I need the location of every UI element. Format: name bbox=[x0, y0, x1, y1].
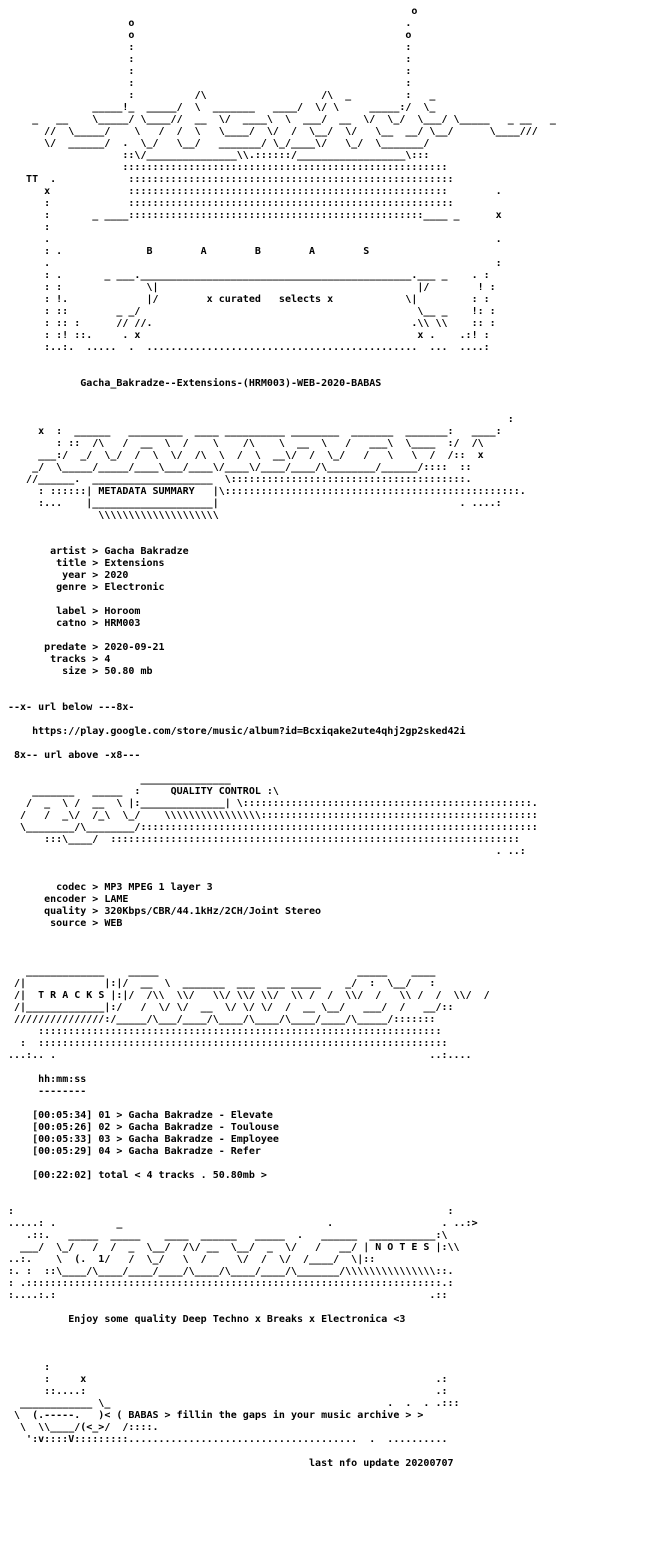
metadata-row-title: title > Extensions bbox=[8, 558, 165, 569]
title-value: Extensions bbox=[104, 558, 165, 569]
url-above-marker: 8x-- url above -x8--- bbox=[8, 750, 141, 761]
notes-art-line: : .:::::::::::::::::::::::::::::::::::::::::::::::::::::::::::::::::::::.: bbox=[8, 1278, 454, 1289]
quality-row-quality: quality > 320Kbps/CBR/44.1kHz/2CH/Joint Stereo bbox=[8, 906, 322, 917]
metadata-row-catno: catno > HRM003 bbox=[8, 618, 141, 629]
predate-value: 2020-09-21 bbox=[104, 642, 165, 653]
footer-art-line: ____________ \_ . . . .::: bbox=[8, 1398, 460, 1409]
notes-art-line: :. : ::\____/\____/____/____/\____/\____/____/\_______/\\\\\\\\\\\\\\\::. bbox=[8, 1266, 454, 1277]
metadata-art-line: : :: /\ / __ \ / \ /\ \ __ \ / ___\ \____ :/ /\ bbox=[8, 438, 484, 449]
header-art-line: : bbox=[8, 222, 51, 233]
quality-art-line: / / _\/ /_\ \_/ \\\\\\\\\\\\\\\\:::::::::::::::::::::::::::::::::::::::::::::: bbox=[8, 810, 538, 821]
header-art-line: : : bbox=[8, 66, 412, 77]
header-art-line: ::\/_______________\\.::::::/__________________\::: bbox=[8, 150, 430, 161]
year-value: 2020 bbox=[104, 570, 129, 581]
header-art-line: :..:. ..... . ............................................. ... ....: bbox=[8, 342, 490, 353]
quality-row-source: source > WEB bbox=[8, 918, 123, 929]
header-art-line: :::::::::::::::::::::::::::::::::::::::::::::::::::::: bbox=[8, 162, 448, 173]
metadata-summary-heading: METADATA SUMMARY bbox=[98, 486, 195, 497]
source-value: WEB bbox=[104, 918, 123, 929]
quality-art-line: \________/\________/:::::::::::::::::::::::::::::::::::::::::::::::::::::::::::::::::: bbox=[8, 822, 538, 833]
header-art-line: : : bbox=[8, 54, 412, 65]
tracklist-total: [00:22:02] total < 4 tracks . 50.80mb > bbox=[32, 1170, 267, 1181]
nfo-document: o o . o o : : : : : : : : : /\ /\ _ : _ _____!_ _____/ \ _______ ____/ \/ \ _____:/ \_ _ __ \_____/ \____// __ \/ ____\ \ ___/ __ \/ \_/ \___/ \_____ _ __ _ // \_____/ \ / / \ \____/ \/ / \__/ \/ \__ __/ \__/ \____/// \/ ______/ . \_/ \__/ _______/ \_/____\/ \_/ \_______/ ::\/_______________\\.::::::/__________________\::: :::::::::::::::::::::::::::::::::::::::::::::::::::::: TT . :::::::::::::::::::::::::::::::::::::::::::::::::::::: x ::::::::::::::::::::::::::::::::::::::::::::::::::::: . : :::::::::::::::::::::::::::::::::::::::::::::::::::::: : _ ____:::::::::::::::::::::::::::::::::::::::::::::::::____ _ x : . . : . B A B A S . : : . _ ___._____________________________________________.___ _ . : : : \| |/ ! : : !. |/ x curated selects x \| : : : :: _ _/ \__ _ !: : : :: : // //. .\\ \\ :: : : :! ::. . x x . .:! : :..:. ..... . ............................................. ... ....: Gacha_Bakradze--Extensions-(HRM003)-WEB-2020-BABAS : x : ______ _________ ____ __________ ________ _______ _______: ____: : :: /\ / __ \ / \ /\ \ __ \ / ___\ \____ :/ /\ ___:/ _/ \_/ / \ \/ /\ \ / \ __\/ / \_/ / \ \ / /:: x _/ \_____/_____/____\___/____\/____\/____/____/\________/______/:::: :: //______. ____________________ \:::::::::::::::::::::::::::::::::::::::. : ::::::| METADATA SUMMARY |\:::::::::::::::::::::::::::::::::::::::::::::::::. :... |____________________| . ....: \\\\\\\\\\\\\\\\\\\\ artist > Gacha Bakradze title > Extensions year > 2020 genre > Electronic label > Horoom catno > HRM003 predate > 2020-09-21 tracks > 4 size > 50.80 mb --x- url below ---8x- https://play.google.com/store/music/album?id=Bcxiqake2ute4qhj2gp2sked42i 8x-- url above -x8--- _______________ _______ _____ : QUALITY CONTROL :\ / _ \ / __ \ |:______________| \::::::::::::::::::::::::::::::::::::::::::::::::. / / _\/ /_\ \_/ \\\\\\\\\\\\\\\\:::::::::::::::::::::::::::::::::::::::::::::: \________/\________/:::::::::::::::::::::::::::::::::::::::::::::::::::::::::::::::::: :::\____/ :::::::::::::::::::::::::::::::::::::::::::::::::::::::::::::::::::: . ..: codec > MP3 MPEG 1 layer 3 encoder > LAME quality > 320Kbps/CBR/44.1kHz/2CH/Joint Stereo source > WEB _____________ _____ _____ ____ /| |:|/ __ \ _______ ___ ___ _____ _/ : \__/ : /| T R A C K S |:|/ /\\ \\/ \\/ \\/ \\/ \\ / / \\/ / \\ / / \\/ / /|_____________|:/ / \/ \/ __ \/ \/ \/ / __ \__/ ___/ / __/:: ///////////////:/_____/\___/____/\____/\____/\____/____/\_____/::::::: ::::::::::::::::::::::::::::::::::::::::::::::::::::::::::::::::::: : :::::::::::::::::::::::::::::::::::::::::::::::::::::::::::::::::::: ...:.. . ..:.... hh:mm:ss -------- [00:05:34] 01 > Gacha Bakradze - Elevate [00:05:26] 02 > Gacha Bakradze - Toulouse [00:05:33] 03 > Gacha Bakradze - Employee [00:05:29] 04 > Gacha Bakradze - Refer [00:22:02] total < 4 tracks . 50.80mb > : : .....: . _ . . ..:> .::. _____ _____ ____ ______ _____ . ______ ___________:\ ___/ \_/ / / _ \__/ /\/ __ \__/ _ \/ / __/ | N O T E S |:\\ ..:. \ (. 1/ / \_/ \ / \/ / \/ /____/ \|:: :. : ::\____/\____/____/____/\____/\____/____/\_______/\\\\\\\\\\\\\\\::. : .:::::::::::::::::::::::::::::::::::::::::::::::::::::::::::::::::::::.: :....:.: .:: Enjoy some quality Deep Techno x Breaks x Electronica <3 : : x .: ::....: .: ____________ \_ . . . .::: \ (.-----. )< ( BABAS > fillin the gaps in your music archive > > \ \\____/(<_>/ /::::. ':v::::V:::::::::...................................... . .......... last nfo update 20200707 bbox=[8, 6, 556, 1469]
codec-value: MP3 MPEG 1 layer 3 bbox=[104, 882, 213, 893]
metadata-art-line: :... |____________________| . ....: bbox=[8, 498, 502, 509]
quality-art-line: / _ \ / __ \ |:______________| \::::::::::::::::::::::::::::::::::::::::::::::::. bbox=[8, 798, 538, 809]
metadata-art-line: x : ______ _________ ____ __________ ________ _______ _______: ____: bbox=[8, 426, 502, 437]
header-art-line: : : bbox=[8, 42, 412, 53]
notes-art-line: : : bbox=[8, 1206, 454, 1217]
header-art-line: : . _ ___._____________________________________________.___ _ . : bbox=[8, 270, 490, 281]
metadata-row-predate: predate > 2020-09-21 bbox=[8, 642, 165, 653]
time-format-header: hh:mm:ss bbox=[38, 1074, 87, 1085]
notes-text: Enjoy some quality Deep Techno x Breaks x Electronica <3 bbox=[68, 1314, 406, 1325]
header-art-line: : . B A B A S bbox=[8, 246, 370, 257]
header-art-line: o bbox=[8, 6, 418, 17]
metadata-row-artist: artist > Gacha Bakradze bbox=[8, 546, 189, 557]
metadata-row-size: size > 50.80 mb bbox=[8, 666, 153, 677]
metadata-row-label: label > Horoom bbox=[8, 606, 141, 617]
notes-heading: N O T E S bbox=[375, 1242, 430, 1253]
notes-art-line: .....: . _ . . ..:> bbox=[8, 1218, 478, 1229]
header-art-line: _____!_ _____/ \ _______ ____/ \/ \ _____:/ \_ bbox=[8, 102, 436, 113]
quality-art-right: :\ bbox=[266, 786, 279, 797]
tracks-art-line: /| |:|/ __ \ _______ ___ ___ _____ _/ : \__/ : bbox=[8, 978, 436, 989]
header-art-line: . . bbox=[8, 234, 502, 245]
time-format-rule: -------- bbox=[38, 1086, 87, 1097]
quality-art-line: :::\____/ :::::::::::::::::::::::::::::::::::::::::::::::::::::::::::::::::::: bbox=[8, 834, 520, 845]
notes-art-line: .::. _____ _____ ____ ______ _____ . ______ ___________:\ bbox=[8, 1230, 448, 1241]
header-art-line: : :::::::::::::::::::::::::::::::::::::::::::::::::::::: bbox=[8, 198, 454, 209]
notes-art-line: ..:. \ (. 1/ / \_/ \ / \/ / \/ /____/ \|:: bbox=[8, 1254, 376, 1265]
label-value: Horoom bbox=[104, 606, 141, 617]
header-art-line: : :: _ _/ \__ _ !: : bbox=[8, 306, 496, 317]
album-url-link[interactable]: https://play.google.com/store/music/album?id=Bcxiqake2ute4qhj2gp2sked42i bbox=[32, 726, 466, 737]
header-art-line: : :: : // //. .\\ \\ :: : bbox=[8, 318, 496, 329]
header-art-line: \/ ______/ . \_/ \__/ _______/ \_/____\/ \_/ \_______/ bbox=[8, 138, 466, 149]
header-art-line: : : bbox=[8, 78, 412, 89]
footer-art-line: ::....: .: bbox=[8, 1386, 448, 1397]
header-art-line: // \_____/ \ / / \ \____/ \/ / \__/ \/ \__ __/ \__/ \____/// bbox=[8, 126, 538, 137]
footer-slogan: \ (.-----. )< ( BABAS > fillin the gaps in your music archive > > bbox=[8, 1410, 424, 1421]
footer-art-line: : bbox=[8, 1362, 51, 1373]
quality-row-codec: codec > MP3 MPEG 1 layer 3 bbox=[8, 882, 213, 893]
tracks-art-line: /|_____________|:/ / \/ \/ __ \/ \/ \/ / __ \__/ ___/ / __/:: bbox=[8, 1002, 454, 1013]
tracks-art-line: ...:.. . ..:.... bbox=[8, 1050, 472, 1061]
quality-art-line: . ..: bbox=[8, 846, 526, 857]
tracks-art-line: _____________ _____ _____ ____ bbox=[8, 966, 436, 977]
quality-art-left: _______ _____ : bbox=[8, 786, 141, 797]
header-art-line: : !. |/ x curated selects x \| : : bbox=[8, 294, 490, 305]
notes-art-left: ___/ \_/ / / _ \__/ /\/ __ \__/ _ \/ / __/ | bbox=[8, 1242, 370, 1253]
artist-value: Gacha Bakradze bbox=[104, 546, 189, 557]
header-art-line: o . bbox=[8, 18, 412, 29]
header-art-line: : _ ____:::::::::::::::::::::::::::::::::::::::::::::::::____ _ x bbox=[8, 210, 502, 221]
release-title: Gacha_Bakradze--Extensions-(HRM003)-WEB-2020-BABAS bbox=[80, 378, 382, 389]
metadata-art-line: : bbox=[8, 414, 514, 425]
metadata-art-left: : ::::::| bbox=[8, 486, 93, 497]
tracks-art-line: : :::::::::::::::::::::::::::::::::::::::::::::::::::::::::::::::::::: bbox=[8, 1038, 448, 1049]
header-art-line: o o bbox=[8, 30, 412, 41]
metadata-row-tracks: tracks > 4 bbox=[8, 654, 111, 665]
metadata-art-line: //______. ____________________ \:::::::::::::::::::::::::::::::::::::::. bbox=[8, 474, 472, 485]
metadata-row-year: year > 2020 bbox=[8, 570, 129, 581]
last-nfo-update: last nfo update 20200707 bbox=[309, 1458, 454, 1469]
header-art-line: : /\ /\ _ : _ bbox=[8, 90, 436, 101]
metadata-art-line: \\\\\\\\\\\\\\\\\\\\ bbox=[8, 510, 219, 521]
quality-value: 320Kbps/CBR/44.1kHz/2CH/Joint Stereo bbox=[104, 906, 322, 917]
header-art-line: : : \| |/ ! : bbox=[8, 282, 496, 293]
metadata-art-line: ___:/ _/ \_/ / \ \/ /\ \ / \ __\/ / \_/ / \ \ / /:: x bbox=[8, 450, 484, 461]
size-value: 50.80 mb bbox=[104, 666, 153, 677]
footer-art-line: ':v::::V:::::::::...................................... . .......... bbox=[8, 1434, 448, 1445]
notes-art-line: :....:.: .:: bbox=[8, 1290, 448, 1301]
footer-art-line: \ \\____/(<_>/ /::::. bbox=[8, 1422, 159, 1433]
quality-art-line: _______________ bbox=[8, 774, 231, 785]
tracks-art-line: ::::::::::::::::::::::::::::::::::::::::::::::::::::::::::::::::::: bbox=[8, 1026, 442, 1037]
tracks-art-line: ///////////////:/_____/\___/____/\____/\____/\____/____/\_____/::::::: bbox=[8, 1014, 436, 1025]
quality-control-heading: QUALITY CONTROL bbox=[170, 786, 261, 797]
catno-value: HRM003 bbox=[104, 618, 141, 629]
metadata-art-right: |\:::::::::::::::::::::::::::::::::::::::::::::::::. bbox=[212, 486, 526, 497]
tracks-heading: T R A C K S bbox=[38, 990, 105, 1001]
metadata-row-genre: genre > Electronic bbox=[8, 582, 165, 593]
header-art-line: : :! ::. . x x . .:! : bbox=[8, 330, 490, 341]
footer-art-line: : x .: bbox=[8, 1374, 448, 1385]
encoder-value: LAME bbox=[104, 894, 129, 905]
track-item: [00:05:26] 02 > Gacha Bakradze - Toulouse bbox=[32, 1122, 279, 1133]
track-item: [00:05:34] 01 > Gacha Bakradze - Elevate bbox=[32, 1110, 273, 1121]
tracks-value: 4 bbox=[104, 654, 111, 665]
header-art-line: _ __ \_____/ \____// __ \/ ____\ \ ___/ __ \/ \_/ \___/ \_____ _ __ _ bbox=[8, 114, 556, 125]
genre-value: Electronic bbox=[104, 582, 165, 593]
header-art-line: TT . :::::::::::::::::::::::::::::::::::::::::::::::::::::: bbox=[8, 174, 454, 185]
quality-row-encoder: encoder > LAME bbox=[8, 894, 129, 905]
metadata-art-line: _/ \_____/_____/____\___/____\/____\/____/____/\________/______/:::: :: bbox=[8, 462, 472, 473]
track-item: [00:05:29] 04 > Gacha Bakradze - Refer bbox=[32, 1146, 261, 1157]
header-art-line: . : bbox=[8, 258, 502, 269]
track-item: [00:05:33] 03 > Gacha Bakradze - Employee bbox=[32, 1134, 279, 1145]
header-art-line: x ::::::::::::::::::::::::::::::::::::::::::::::::::::: . bbox=[8, 186, 502, 197]
url-below-marker: --x- url below ---8x- bbox=[8, 702, 135, 713]
